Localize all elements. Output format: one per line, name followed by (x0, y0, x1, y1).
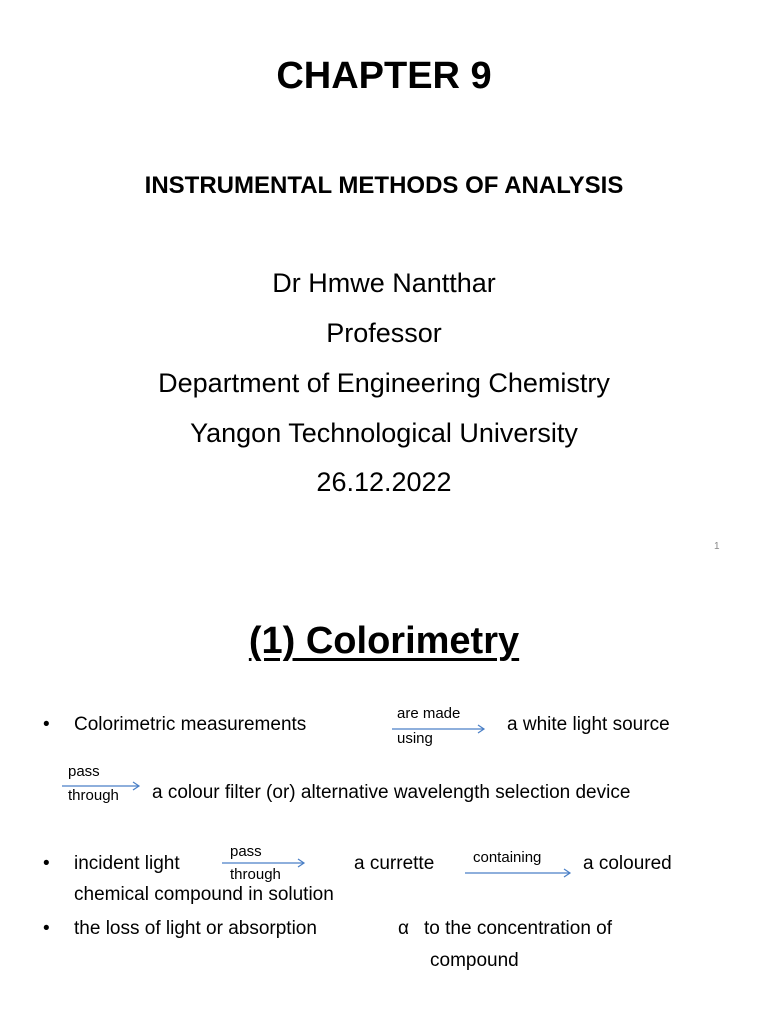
author-position: Professor (326, 318, 442, 348)
slide-number: 1 (714, 541, 720, 552)
bullet-1-text: Colorimetric measurements (74, 714, 307, 735)
bullet-2-text: incident light (74, 853, 180, 874)
arrow-1-bottom-label: using (397, 730, 433, 747)
author-university: Yangon Technological University (190, 418, 578, 448)
bullet-2-mid: a currette (354, 853, 435, 874)
presentation-date: 26.12.2022 (316, 467, 452, 497)
bullet-2-marker: • (43, 853, 50, 874)
bullet-3-line-2: compound (430, 950, 519, 971)
author-name: Dr Hmwe Nantthar (272, 268, 496, 298)
bullet-1-after: a white light source (507, 714, 670, 735)
section-title (0, 620, 768, 663)
bullet-2-after: a coloured (583, 853, 672, 874)
chapter-subtitle: INSTRUMENTAL METHODS OF ANALYSIS (144, 172, 624, 199)
section-title-text: (1) Colorimetry (248, 620, 520, 662)
arrow-4-top-label: containing (473, 849, 542, 866)
arrow-3-bottom-label: through (230, 866, 281, 883)
line-2-after: a colour filter (or) alternative wavelength selection device (152, 782, 631, 803)
arrow-2-bottom-label: through (68, 787, 119, 804)
right-arrow-icon (465, 868, 573, 878)
bullet-2-line-2: chemical compound in solution (74, 884, 334, 905)
bullet-3-text: the loss of light or absorption (74, 918, 317, 939)
arrow-3-top-label: pass (230, 843, 262, 860)
bullet-1-marker: • (43, 714, 50, 735)
bullet-3-marker: • (43, 918, 50, 939)
arrow-2-top-label: pass (68, 763, 100, 780)
bullet-3-after: to the concentration of (424, 918, 613, 939)
chapter-title: CHAPTER 9 (276, 55, 492, 97)
author-department: Department of Engineering Chemistry (158, 368, 610, 398)
proportional-symbol: α (398, 918, 409, 939)
arrow-1-top-label: are made (397, 705, 461, 722)
